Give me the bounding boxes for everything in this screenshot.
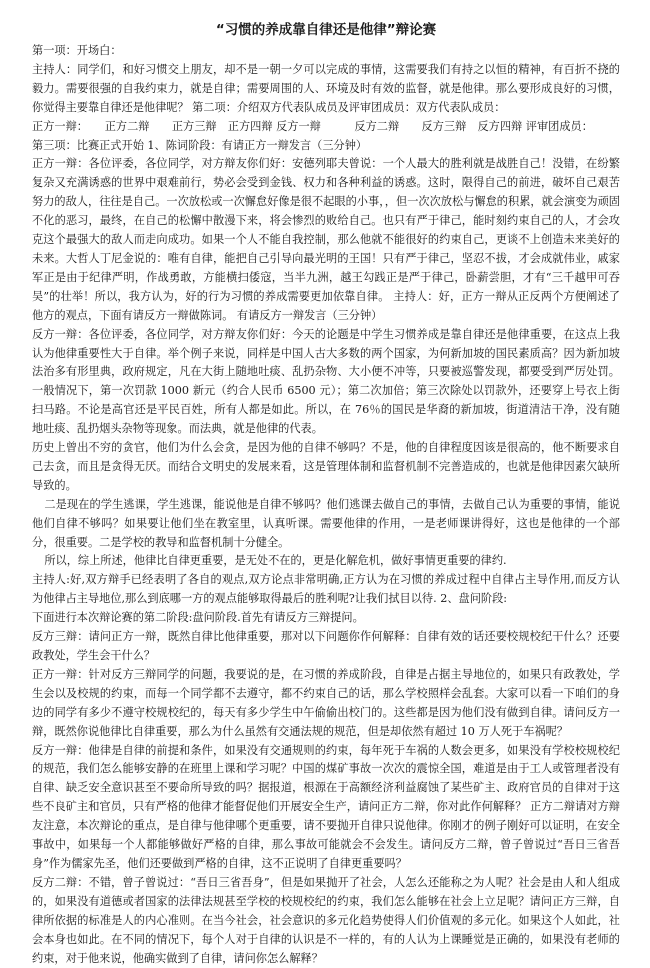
paragraph-stage-three: 第三项：比赛正式开始 1、陈词阶段：有请正方一辩发言（三分钟） bbox=[32, 138, 368, 152]
paragraph-opening-heading: 第一项：开场白： bbox=[32, 44, 122, 57]
paragraph-pro-first-statement: 正方一辩：各位评委，各位同学，对方辩友你们好：安德列耶夫曾说：一个人最大的胜利就是战胜自己！没错，在纷繁复杂又充满诱惑的世界中艰难前行，势必会受到金钱、权力和各种利益的诱惑。这时，限得自己的前进，破坏自己艰苦努力的敌人，往往是自己。一次放松或一次懈怠好像是很不起眼的小事，，但一次次放松与懈怠的积累，就会演变为顽固不化的恶习，最终，在自己的松懈中散漫下来，将会惨烈的败给自己。也只有严于律己，能时刻约束自己的人，才会攻克这个最强大的敌人而走向成功。如果一个人不能自我控制，那么他就不能很好的约束自己，更谈不上创造未来美好的未来。大哲人丁尼金说的：唯有自律，能把自己引导向最光明的王国！只有严于律己，坚忍不拔，才会成就伟业，戚家军正是由于纪律严明，作战勇敢，方能横扫倭寇，当半九洲，越王勾践正是严于律己，卧薪尝胆，才有“三千越甲可吞吴”的壮举！所以，我方认为，好的行为习惯的养成需要更加依靠自律。 主持人：好，正方一辩从正反两个方便阐述了他方的观点，下面有请反方一辩做陈词。 有请反方一辩发言（三分钟） bbox=[32, 157, 620, 322]
paragraph-pro-first-answer: 正方一辩：针对反方三辩同学的问题，我要说的是，在习惯的养成阶段，自律是占据主导地位的，如果只有政教处，学生会以及校规的约束，而每一个同学都不去遵守，都不约束自己的话，那么学校照样会乱套。大家可以看一下咱们的身边的同学有多少不遵守校规校纪的，每天有多少学生中午偷偷出校门的。这些都是因为他们没有做到自律。请问反方一辩，既然你说他律比自律重要，那么为什么虽然有交通法规的规范，但是却依然有超过 10 万人死于车祸呢？ bbox=[32, 667, 620, 738]
paragraph-con-summary: 所以，综上所述，他律比自律更重要，是无处不在的，更是化解危机，做好事情更重要的律约. bbox=[44, 554, 507, 568]
paragraph-truancy: 二是现在的学生逃课，学生逃课，能说他是自律不够吗？他们逃课去做自己的事情，去做自己认为重要的事情，能说他们自律不够吗？如果要让他们坐在教室里，认真听课。需要他律的作用，一是老师课讲得好，这也是他律的一个部分，很重要。二是学校的教导和监督机制十分健全。 bbox=[32, 497, 620, 549]
paragraph-con-third-question: 反方三辩：请问正方一辩，既然自律比他律重要，那对以下问题你作何解释：自律有效的话还要校规校纪干什么？还要政教处，学生会干什么？ bbox=[32, 630, 620, 662]
page-title: “习惯的养成靠自律还是他律”辩论赛 bbox=[215, 22, 437, 38]
paragraph-host-transition: 主持人:好,双方辩手已经表明了各自的观点,双方论点非常明确,正方认为在习惯的养成过程中自律占主导作用,而反方认为他律占主导地位,那么到底哪一方的观点能够取得最后的胜利呢?让我们拭目以待. 2、盘问阶段: bbox=[32, 573, 620, 606]
paragraph-questioning-stage: 下面进行本次辩论赛的第二阶段:盘问阶段.首先有请反方三辩提问。 bbox=[32, 611, 364, 625]
paragraph-team-members: 正方一辩： 正方二辩 正方三辩 正方四辩 反方一辩 反方二辩 反方三辩 反方四辩 评审团成员： bbox=[32, 119, 593, 133]
paragraph-con-first-answer: 反方一辩：他律是自律的前提和条件，如果没有交通规则的约束，每年死于车祸的人数会更多，如果没有学校校规校纪的规范，我们怎么能够安静的在班里上课和学习呢？中国的煤矿事故一次次的震惊全国，难道是由于工人或管理者没有自律、缺乏安全意识甚至不要命所导致的吗？据报道，根源在于高额经济利益腐蚀了某些矿主、政府官员的自律对于这些不良矿主和官员，只有严格的他律才能督促他们开展安全生产，请问正方二辩，你对此作何解释？ 正方二辩请对方辩友注意，本次辩论的重点，是自律与他律哪个更重要，请不要抛开自律只说他律。你刚才的例子刚好可以证明，在安全事故中，如果每一个人都能够做好严格的自律，那么事故可能就会不会发生。请问反方二辩，曾子曾说过“吾日三省吾身”作为儒家先圣，他们还要做到严格的自律，这不正说明了自律更重要吗？ bbox=[32, 743, 620, 870]
paragraph-con-first-statement: 反方一辩：各位评委，各位同学，对方辩友你们好：今天的论题是中学生习惯养成是靠自律还是他律重要，在这点上我认为他律重要性大于自律。举个例子来说，同样是中国人古大多数的两个国家，为何新加坡的国民素质高？因为新加坡法治多有形里典，政府规定，凡在大街上随地吐痰、乱扔杂物、大小便不冲等，只要被巡警发现，都要受到严厉处罚。一般情况下，第一次罚款 1000 新元（约合人民币 6500 元）；第二次加倍；第三次除处以罚款外，还要穿上号衣上街扫马路。不论是高官还是平民百姓，所有人都是如此。所以，在 76％的国民是华裔的新加坡，街道清洁干净，没有随地吐痰、乱扔烟头杂物等现象。而法典，就是他律的代表。 bbox=[32, 327, 620, 436]
paragraph-host-intro: 主持人：同学们，和好习惯交上朋友，却不是一朝一夕可以完成的事情，这需要我们有持之以恒的精神，有百折不挠的毅力。需要很强的自我约束力，就是自律；需要周围的人、环境及时有效的监督，就是他律。那么要形成良好的习惯，你觉得主要靠自律还是他律呢？ 第二项：介绍双方代表队成员及评审团成员：双方代表队成员： bbox=[32, 62, 620, 114]
paragraph-con-second-answer: 反方二辩：不错，曾子曾说过：“吾日三省吾身”，但是如果抛开了社会，人怎么还能称之为人呢？社会是由人和人组成的，如果没有道德或者国家的法律法规甚至学校的校规校纪的约束，我们怎么能够在社会上立足呢？请问正方三辩，自律所依据的标准是人的内心准则。在当今社会，社会意识的多元化趋势使得人们价值观的多元化。如果这个人如此，社会本身也如此。在不同的情况下，每个人对于自律的认识是不一样的，有的人认为上课睡觉是正确的，如果没有老师的约束，对于他来说，他确实做到了自律，请问你怎么解释？ bbox=[32, 875, 620, 965]
paragraph-corrupt-officials: 历史上曾出不穷的贪官，他们为什么会贪，是因为他的自律不够吗？不是，他的自律程度因该是很高的，他不断要求自己去贪，而且是贪得无厌。而结合文明史的发展来看，这是管理体制和监督机制不完善造成的，也就是他律因素欠缺所导致的。 bbox=[32, 441, 620, 492]
